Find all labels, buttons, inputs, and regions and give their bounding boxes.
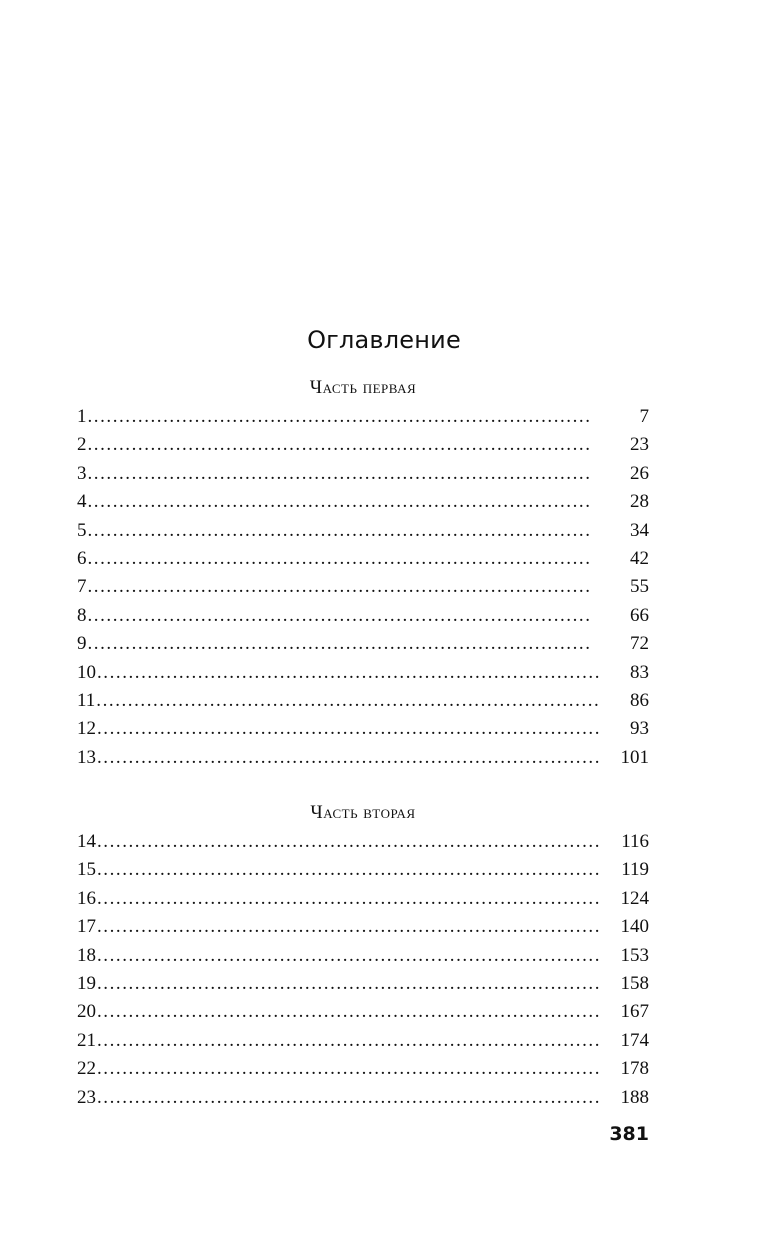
- toc-entry: [77, 1055, 649, 1083]
- chapter-number: 17: [77, 916, 96, 938]
- page-ref: 188: [620, 1086, 649, 1108]
- dot-leader: [97, 744, 620, 772]
- chapter-number: 22: [77, 1058, 96, 1080]
- toc-entry: [77, 517, 649, 545]
- chapter-number: 12: [77, 718, 96, 740]
- dot-leader: [88, 602, 630, 630]
- chapter-number: 1: [77, 406, 87, 427]
- toc-entry: [77, 1027, 649, 1055]
- page-ref: 174: [620, 1029, 649, 1051]
- page-ref: 116: [621, 831, 649, 852]
- toc-entry: [77, 630, 649, 658]
- chapter-number: 19: [77, 972, 96, 994]
- page-ref: 42: [630, 547, 649, 569]
- toc-entry: [77, 744, 649, 772]
- page-ref: 7: [639, 406, 649, 427]
- page-ref: 72: [630, 633, 649, 655]
- chapter-number: 6: [77, 547, 87, 569]
- dot-leader: [88, 403, 639, 431]
- chapter-number: 4: [77, 491, 87, 513]
- chapter-number: 10: [77, 661, 96, 683]
- dot-leader: [97, 828, 620, 856]
- page-ref: 167: [620, 1001, 649, 1023]
- toc-entry: [77, 970, 649, 998]
- page-ref: 101: [620, 746, 649, 768]
- dot-leader: [88, 517, 630, 545]
- chapter-number: 15: [77, 859, 96, 881]
- toc-entry: [77, 998, 649, 1026]
- dot-leader: [97, 715, 629, 743]
- toc-list-part-2: [77, 828, 649, 1112]
- dot-leader: [97, 659, 629, 687]
- toc-entry: [77, 856, 649, 884]
- dot-leader: [97, 856, 620, 884]
- toc-entry: [77, 573, 649, 601]
- toc-entry: [77, 942, 649, 970]
- toc-entry: [77, 602, 649, 630]
- dot-leader: [88, 431, 630, 459]
- dot-leader: [97, 1055, 620, 1083]
- chapter-number: 5: [77, 519, 87, 541]
- chapter-number: 8: [77, 604, 87, 626]
- chapter-number: 13: [77, 746, 96, 768]
- chapter-number: 16: [77, 887, 96, 909]
- page-ref: 55: [630, 576, 649, 598]
- dot-leader: [88, 630, 630, 658]
- dot-leader: [88, 460, 630, 488]
- page-ref: 23: [630, 434, 649, 456]
- dot-leader: [88, 488, 630, 516]
- dot-leader: [97, 1027, 620, 1055]
- page-number: 381: [609, 1123, 649, 1145]
- toc-entry: [77, 659, 649, 687]
- page-ref: 86: [630, 689, 649, 711]
- dot-leader: [88, 545, 630, 573]
- toc-entry: [77, 1084, 649, 1112]
- toc-list-part-1: [77, 403, 649, 772]
- dot-leader: [88, 573, 630, 601]
- dot-leader: [97, 998, 620, 1026]
- chapter-number: 7: [77, 576, 87, 598]
- page-ref: 153: [620, 944, 649, 966]
- page-ref: 158: [620, 972, 649, 994]
- toc-entry: [77, 460, 649, 488]
- chapter-number: 21: [77, 1029, 96, 1051]
- page-ref: 66: [630, 604, 649, 626]
- dot-leader: [97, 913, 620, 941]
- page-ref: 140: [620, 916, 649, 938]
- page-ref: 119: [621, 859, 649, 881]
- toc-entry: [77, 403, 649, 431]
- chapter-number: 2: [77, 434, 87, 456]
- page-title: Оглавление: [307, 326, 461, 354]
- chapter-number: 3: [77, 462, 87, 484]
- chapter-number: 20: [77, 1001, 96, 1023]
- toc-entry: [77, 545, 649, 573]
- chapter-number: 9: [77, 633, 87, 655]
- dot-leader: [97, 970, 620, 998]
- page-ref: 178: [620, 1058, 649, 1080]
- chapter-number: 14: [77, 831, 96, 852]
- toc-entry: [77, 715, 649, 743]
- page-ref: 93: [630, 718, 649, 740]
- chapter-number: 23: [77, 1086, 96, 1108]
- dot-leader: [96, 687, 629, 715]
- chapter-number: 18: [77, 944, 96, 966]
- page-ref: 83: [630, 661, 649, 683]
- toc-entry: [77, 885, 649, 913]
- toc-entry: [77, 488, 649, 516]
- dot-leader: [97, 942, 620, 970]
- part-heading-2: Часть вторая: [310, 802, 416, 823]
- chapter-number: 11: [77, 689, 96, 711]
- toc-entry: [77, 913, 649, 941]
- page-ref: 28: [630, 491, 649, 513]
- dot-leader: [97, 885, 620, 913]
- toc-entry: [77, 431, 649, 459]
- dot-leader: [97, 1084, 620, 1112]
- toc-entry: [77, 828, 649, 856]
- page-ref: 124: [620, 887, 649, 909]
- page-ref: 34: [630, 519, 649, 541]
- part-heading-1: Часть первая: [309, 377, 417, 398]
- page-ref: 26: [630, 462, 649, 484]
- toc-entry: [77, 687, 649, 715]
